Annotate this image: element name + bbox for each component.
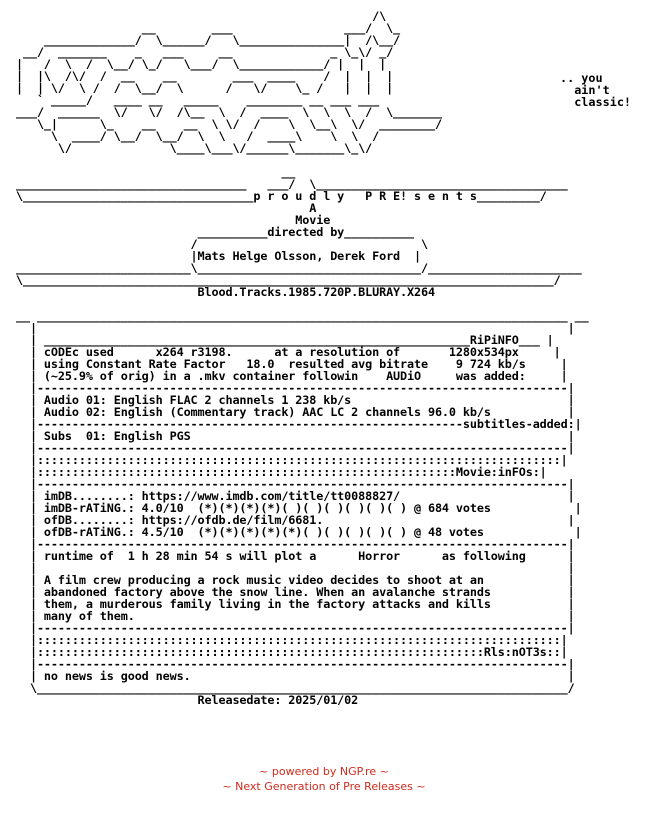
nfo-line: |::::::::::::::::::::::::::::::::::::::::::::::::::::::::::::::::Rls:nOT3s::|	[16, 645, 568, 659]
nfo-line: |:::::::::::::::::::::::::::::::::::::::::::::::::::::::::::::::::::::::::::|	[16, 633, 568, 647]
nfo-line: /\	[16, 9, 387, 23]
nfo-line: ___/ ______ \/ \/ /\__ \ / ____ \ \ \ / \_______	[16, 105, 442, 119]
nfo-line: |----------------------------------------------------------------------------|	[16, 621, 575, 635]
nfo-line: |-------------------------------------------------------------subtitles-added:|	[16, 417, 582, 431]
side-note-line: classic!	[560, 95, 632, 109]
nfo-line: |:::::::::::::::::::::::::::::::::::::::::::::::::::::::::::::::::::::::::::|	[16, 453, 568, 467]
nfo-line: |----------------------------------------------------------------------------|	[16, 441, 575, 455]
nfo-line: | |	[16, 321, 575, 335]
nfo-line: / \	[16, 237, 428, 251]
footer	[0, 764, 648, 794]
nfo-line: Blood.Tracks.1985.720P.BLURAY.X264	[16, 285, 435, 299]
nfo-ascii-art	[16, 10, 589, 706]
nfo-line: Movie	[16, 213, 331, 227]
nfo-line: __	[16, 165, 526, 179]
nfo-line: __ ____________________________________________________________________________ __	[16, 309, 589, 323]
nfo-line: __/ _______ _ ___ __ _ \_\/ _/	[16, 45, 394, 59]
nfo-line: |----------------------------------------------------------------------------|	[16, 537, 575, 551]
side-note-line: .. you	[560, 71, 603, 85]
nfo-line: | Subs 01: English PGS |	[16, 429, 575, 443]
nfo-line: | abandoned factory above the snow line. When an avalanche strands |	[16, 585, 575, 599]
nfo-line: A	[16, 201, 317, 215]
nfo-line: __________directed by__________	[16, 225, 414, 239]
nfo-line: | A film crew producing a rock music video decides to shoot at an |	[16, 573, 575, 587]
nfo-line: | | \/ \ / / \__/ \ / \/ \_ / | | |	[16, 81, 394, 95]
nfo-line: |----------------------------------------------------------------------------|	[16, 477, 575, 491]
nfo-line: |Mats Helge Olsson, Derek Ford |	[16, 249, 421, 263]
nfo-line: | _____________________________________________________________RiPiNFO___ |	[16, 333, 554, 347]
nfo-line: \/ \____\___\/______\_______\_\/	[16, 141, 373, 155]
nfo-line: \_| \_ __ __ \ \/ / \ \__\ \/ ________/	[16, 117, 442, 131]
nfo-line: |----------------------------------------------------------------------------|	[16, 657, 575, 671]
nfo-line: | ofDB-rATiNG.: 4.5/10 (*)(*)(*)(*)(*)( )( )( )( )( ) @ 48 votes |	[16, 525, 582, 539]
nfo-line: | imDB-rATiNG.: 4.0/10 (*)(*)(*)(*)( )( )( )( )( )( ) @ 684 votes |	[16, 501, 582, 515]
nfo-line: _____________/ \______/ \_______________| /\__/	[16, 33, 401, 47]
nfo-line: _________________________________ ___/ \____________________________________	[16, 177, 568, 191]
nfo-line: \ ____/ \__/ \__/ \ \ / ____\ \ \ /	[16, 129, 380, 143]
nfo-line: | no news is good news. |	[16, 669, 575, 683]
nfo-line: | using Constant Rate Factor 18.0 resulted avg bitrate 9 724 kb/s |	[16, 357, 568, 371]
footer-tagline: ~ Next Generation of Pre Releases ~	[222, 780, 426, 793]
nfo-line: \____________________________________________________________________________/	[16, 681, 575, 695]
nfo-line: \____________________________________________________________________________/	[16, 273, 561, 287]
nfo-line: |----------------------------------------------------------------------------|	[16, 381, 575, 395]
nfo-line: | imDB........: https://www.imdb.com/title/tt0088827/ |	[16, 489, 575, 503]
nfo-line: |::::::::::::::::::::::::::::::::::::::::::::::::::::::::::::Movie:inFOs:|	[16, 465, 547, 479]
nfo-line: | cODEc used x264 r3198. at a resolution of 1280x534px |	[16, 345, 561, 359]
nfo-line: | Audio 01: English FLAC 2 channels 1 238 kb/s |	[16, 393, 575, 407]
nfo-line: | |\ /\/ / __ __ ___ ____ / | | |	[16, 69, 394, 83]
logo-side-note	[560, 72, 631, 108]
nfo-line: | many of them. |	[16, 609, 575, 623]
nfo-line: | them, a murderous family living in the factory attacks and kills |	[16, 597, 575, 611]
nfo-line: _________________________\________________________________/______________________	[16, 261, 582, 275]
nfo-line: | runtime of 1 h 28 min 54 s will plot a Horror as following |	[16, 549, 575, 563]
nfo-line: | ofDB........: https://ofdb.de/film/6681. |	[16, 513, 575, 527]
nfo-line: __ ___ ___/ \_	[16, 21, 401, 35]
side-note-line: ain't	[560, 83, 610, 97]
nfo-line: Releasedate: 2025/01/02	[16, 693, 359, 707]
nfo-line: ` _____/ ____ __ _____ ________ __ ___ ___	[16, 93, 380, 107]
nfo-line: | / \ / \__/ \_/ \___/ \____________/ | | |	[16, 57, 387, 71]
footer-powered-by: ~ powered by NGP.re ~	[259, 765, 389, 778]
nfo-line: | |	[16, 561, 575, 575]
nfo-line: | Audio 02: English (Commentary track) AAC LC 2 channels 96.0 kb/s |	[16, 405, 575, 419]
nfo-line: \_________________________________p r o u d l y P R E! s e n t s_________/	[16, 189, 547, 203]
nfo-line: | (~25.9% of orig) in a .mkv container followin AUDiO was added: |	[16, 369, 568, 383]
